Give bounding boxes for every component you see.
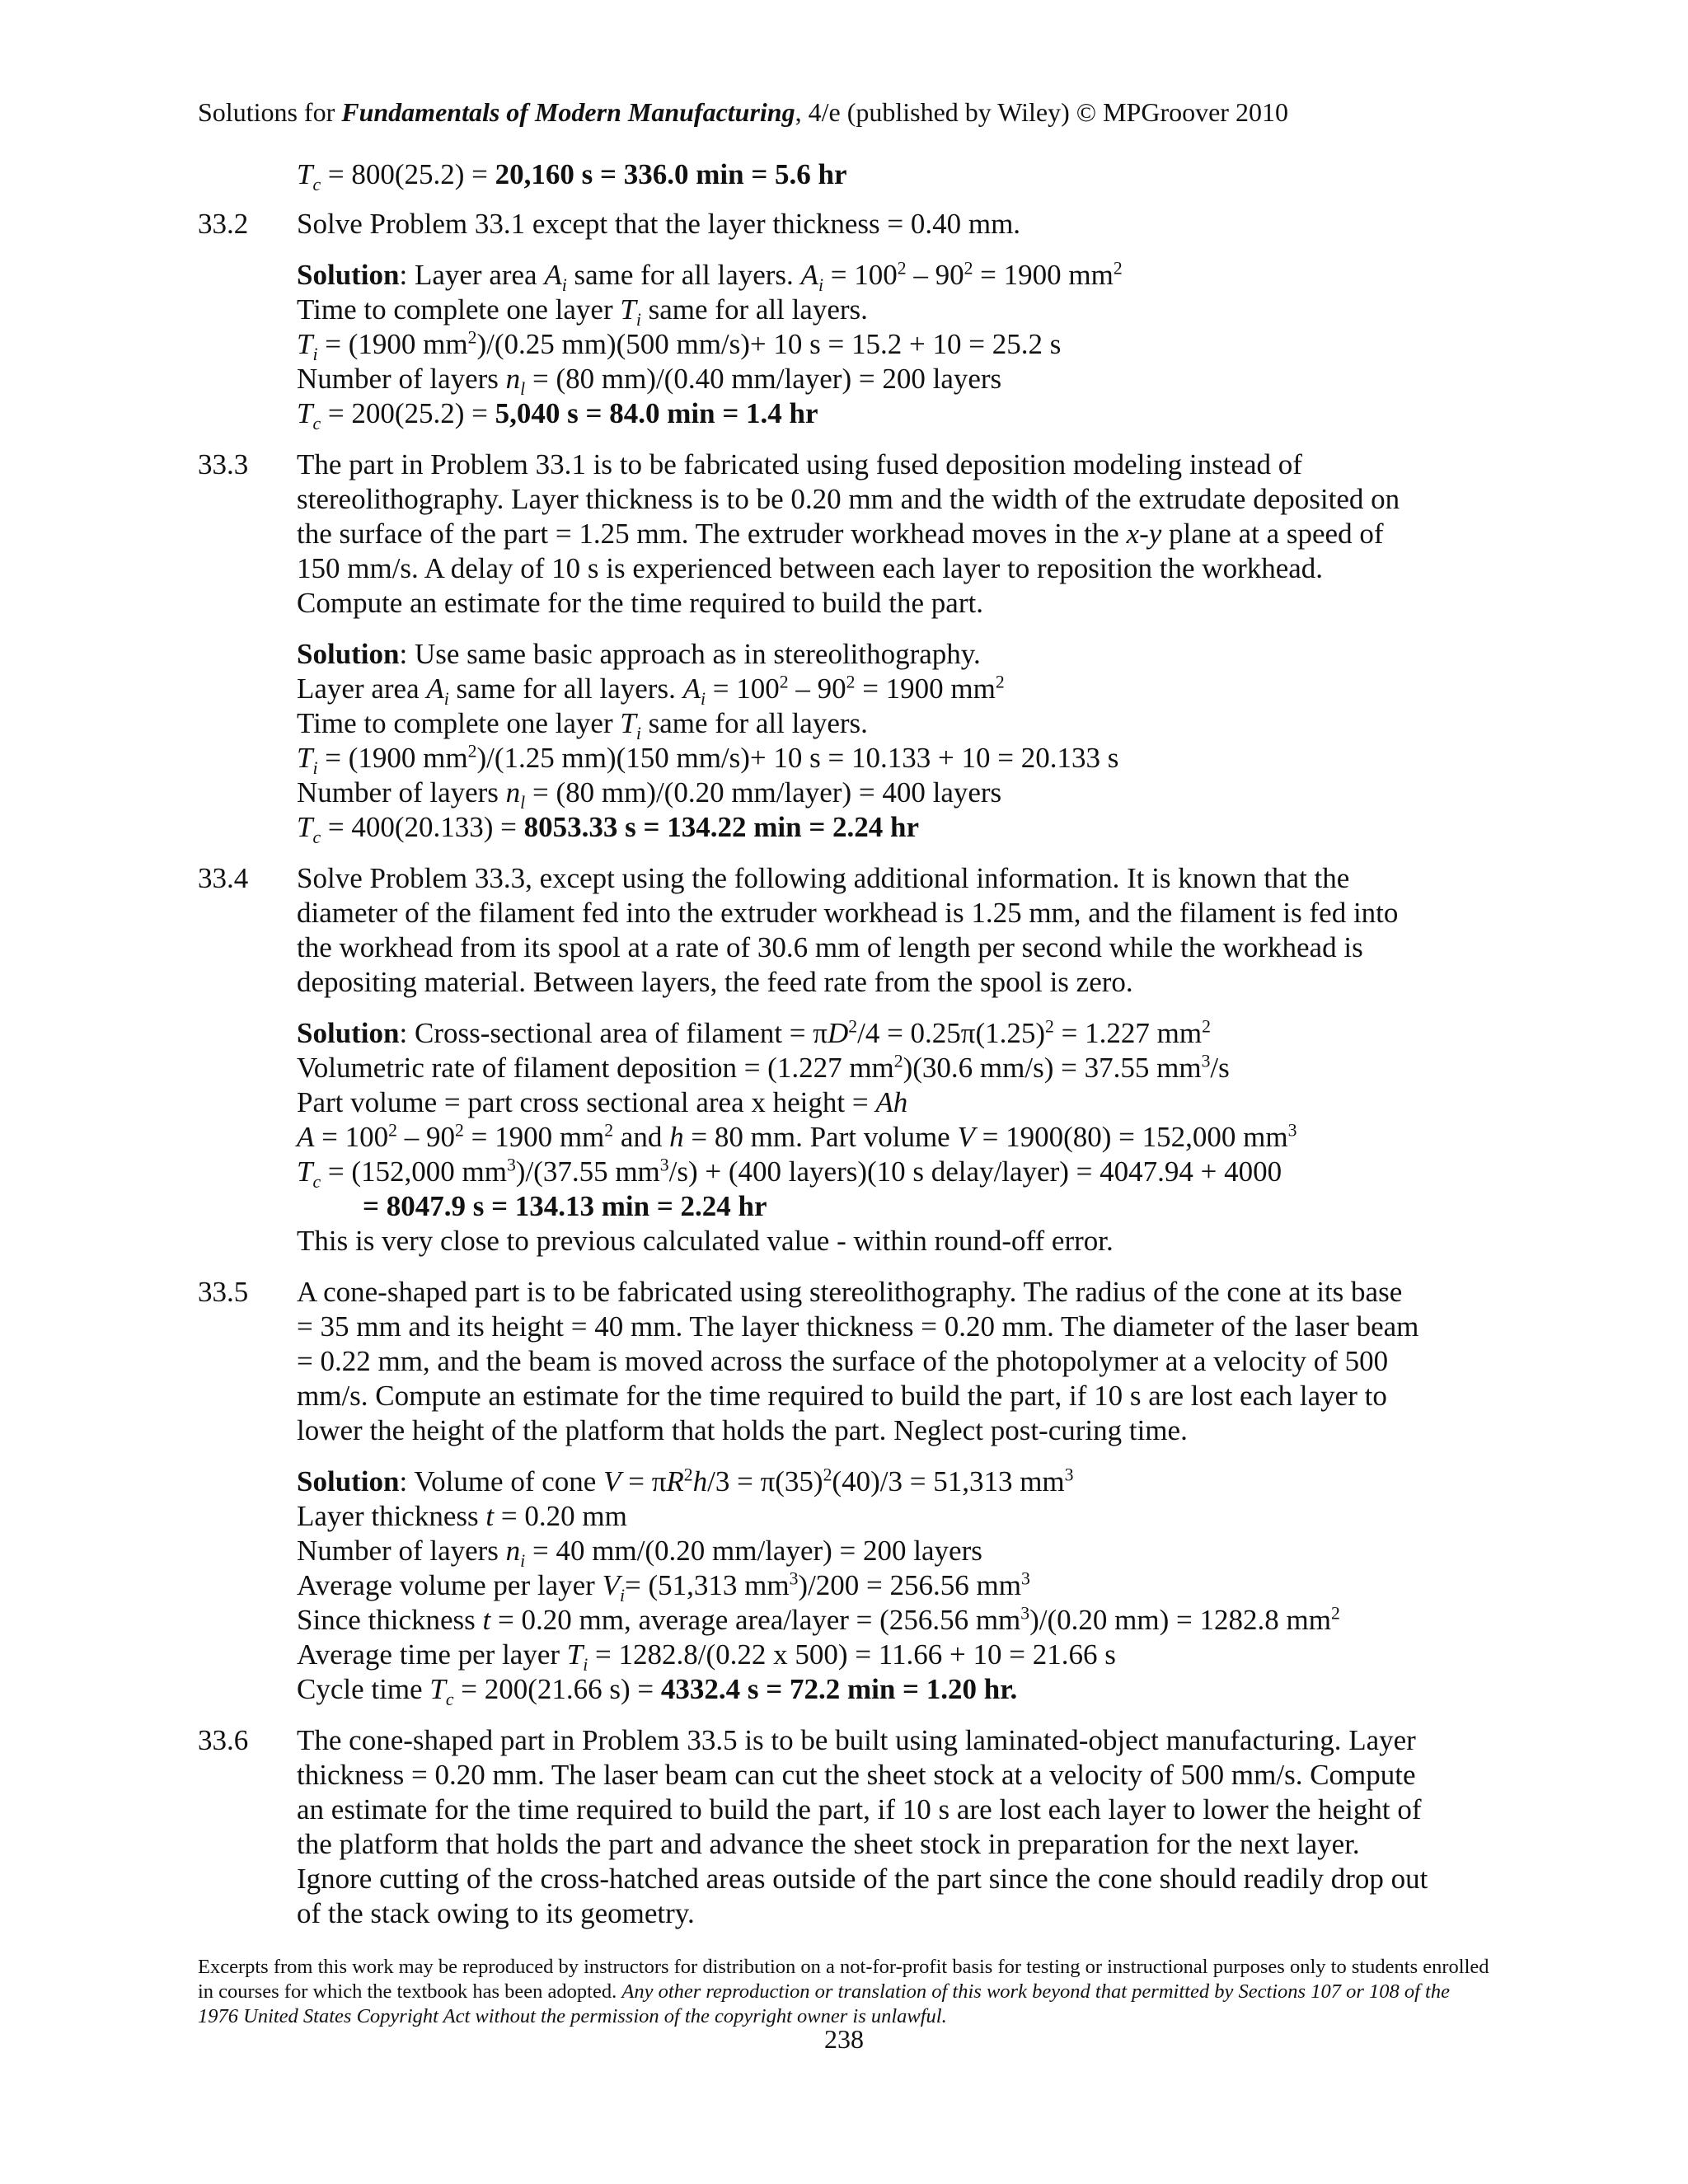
problem-text: lower the height of the platform that holds the part. Neglect post-curing time. <box>297 1414 1188 1446</box>
solution-line: $A = 100^2 - 90^2 = 1900$ $mm^2$ and h = 80 mm. Part volume V = 1900(80) = 152,000 $mm^3$ <box>297 1120 1297 1153</box>
solution-line: Solution: Volume of cone $V = \pi R^2h/3 = \pi(35)^2(40)/3 = 51,313$ $mm^3$ <box>297 1465 1074 1497</box>
solution-line: This is very close to previous calculated value - within round-off error. <box>297 1225 1114 1257</box>
header-suffix: , 4/e (published by Wiley) © MPGroover 2010 <box>795 97 1288 127</box>
problem-text: diameter of the filament fed into the extruder workhead is 1.25 mm, and the filament is fed into <box>297 897 1399 929</box>
problem-text: depositing material. Between layers, the feed rate from the spool is zero. <box>297 966 1133 998</box>
problem-text: 150 mm/s. A delay of 10 s is experienced between each layer to reposition the workhead. <box>297 552 1324 584</box>
solution-line: $T_i = (1900$ $mm^2)/(0.25$ mm)(500 mm/s)+ 10 s = 15.2 + 10 = 25.2 s <box>297 327 1062 364</box>
solution-line: Solution: Layer area $A_i$ same for all layers. $A_i = 100^2 - 90^2 = 1900$ $mm^2$ <box>297 258 1123 295</box>
problem-text: = 35 mm and its height = 40 mm. The layer thickness = 0.20 mm. The diameter of the laser beam <box>297 1310 1419 1343</box>
problem-text: stereolithography. Layer thickness is to be 0.20 mm and the width of the extrudate deposited on <box>297 483 1400 515</box>
problem-number: 33.6 <box>198 1724 249 1756</box>
problem-text: Ignore cutting of the cross-hatched areas outside of the part since the cone should readily drop out <box>297 1863 1428 1895</box>
problem-text: an estimate for the time required to build the part, if 10 s are lost each layer to lower the height of <box>297 1793 1422 1825</box>
problem-text: The cone-shaped part in Problem 33.5 is to be built using laminated-object manufacturing. Layer <box>297 1724 1416 1756</box>
solution-line: $T_c = (152,000$ $mm^3)/(37.55$ $mm^3/s) + (400$ layers)(10 s delay/layer) = 4047.94 + 4000 <box>297 1155 1282 1192</box>
problem-text: A cone-shaped part is to be fabricated using stereolithography. The radius of the cone at its base <box>297 1276 1403 1308</box>
solution-line: Since thickness t = 0.20 mm, average area/layer = (256.56 $mm^3)/(0.20$ mm) = 1282.8 $mm^2$ <box>297 1603 1340 1636</box>
problem-text: thickness = 0.20 mm. The laser beam can cut the sheet stock at a velocity of 500 mm/s. Compute <box>297 1759 1416 1791</box>
page-header <box>198 97 1288 128</box>
problem-text: The part in Problem 33.1 is to be fabricated using fused deposition modeling instead of <box>297 448 1302 480</box>
solution-line: Average volume per layer $V_i= (51,313$ $mm^3)/200 = 256.56$ $mm^3$ <box>297 1568 1030 1605</box>
solution-line: Solution: Cross-sectional area of filament = $\pi D^2/4 = 0.25\pi(1.25)^2 = 1.227$ $mm^2$ <box>297 1016 1211 1049</box>
problem-text: of the stack owing to its geometry. <box>297 1897 695 1929</box>
problem-text: = 0.22 mm, and the beam is moved across the surface of the photopolymer at a velocity of 500 <box>297 1345 1389 1377</box>
problem-text: Compute an estimate for the time required to build the part. <box>297 587 983 619</box>
solution-line: Time to complete one layer $T_i$ same for all layers. <box>297 293 868 330</box>
problem-number: 33.2 <box>198 208 249 240</box>
problem-number: 33.4 <box>198 862 249 894</box>
header-book-title: Fundamentals of Modern Manufacturing <box>341 97 795 127</box>
problem-text: Solve Problem 33.3, except using the following additional information. It is known that the <box>297 862 1350 894</box>
solution-line: Number of layers $n_l = (80$ mm)/(0.40 mm/layer) = 200 layers <box>297 363 1002 399</box>
problem-text: the surface of the part = 1.25 mm. The extruder workhead moves in the x-y plane at a speed of <box>297 518 1384 550</box>
solution-line: Layer thickness t = 0.20 mm <box>297 1500 627 1532</box>
problem-text: the platform that holds the part and advance the sheet stock in preparation for the next layer. <box>297 1828 1360 1860</box>
footer-italic: Any other reproduction or translation of this work beyond that permitted by Sections 107 or 108 of the 1976 United States Copyright Act without the permission of the copyright owner is unlawful. <box>198 1980 1450 2027</box>
problem-number: 33.5 <box>198 1276 249 1308</box>
header-prefix: Solutions for <box>198 97 342 127</box>
footer-plain: Excerpts from this work may be reproduced by instructors for distribution on a not-for-profit basis for testing or instructional purposes only to students enrolled in courses for which the textbook has been adopted. <box>198 1956 1489 2003</box>
page-number: 238 <box>824 2024 864 2054</box>
solution-line: Volumetric rate of filament deposition = (1.227 $mm^2)(30.6$ mm/s) = 37.55 $mm^3/s$ <box>297 1051 1230 1084</box>
problem-text: mm/s. Compute an estimate for the time required to build the part, if 10 s are lost each layer to <box>297 1380 1387 1412</box>
solution-line: Time to complete one layer $T_i$ same for all layers. <box>297 707 868 743</box>
problem-number: 33.3 <box>198 448 249 480</box>
solution-line: Solution: Use same basic approach as in stereolithography. <box>297 638 981 670</box>
solution-line: $T_i = (1900$ $mm^2)/(1.25$ mm)(150 mm/s)+ 10 s = 10.133 + 10 = 20.133 s <box>297 741 1119 778</box>
solution-result: = 8047.9 s = 134.13 min = 2.24 hr <box>363 1190 767 1222</box>
solution-line: Average time per layer $T_i = 1282.8/(0.22$ x 500) = 11.66 + 10 = 21.66 s <box>297 1638 1116 1675</box>
copyright-footer <box>198 1955 1492 2029</box>
solution-result: $T_c = 400(20.133) = 8053.33$ s = 134.22 min = 2.24 hr <box>297 811 920 847</box>
solution-line: Number of layers $n_i = 40$ mm/(0.20 mm/layer) = 200 layers <box>297 1535 982 1571</box>
solution-line: Part volume = part cross sectional area x height = Ah <box>297 1086 908 1118</box>
carryover-result: $T_c = 800(25.2) = 20,160$ s = 336.0 min = 5.6 hr <box>297 158 847 194</box>
solution-result: Cycle time $T_c = 200(21.66$ s) = 4332.4 s = 72.2 min = 1.20 hr. <box>297 1673 1018 1709</box>
problem-statement: Solve Problem 33.1 except that the layer thickness = 0.40 mm. <box>297 208 1021 240</box>
solution-result: $T_c = 200(25.2) = 5,040$ s = 84.0 min = 1.4 hr <box>297 397 818 434</box>
solution-line: Layer area $A_i$ same for all layers. $A_i = 100^2 - 90^2 = 1900$ $mm^2$ <box>297 672 1005 709</box>
problem-text: the workhead from its spool at a rate of 30.6 mm of length per second while the workhead is <box>297 931 1363 963</box>
solution-line: Number of layers $n_l = (80$ mm)/(0.20 mm/layer) = 400 layers <box>297 776 1002 813</box>
